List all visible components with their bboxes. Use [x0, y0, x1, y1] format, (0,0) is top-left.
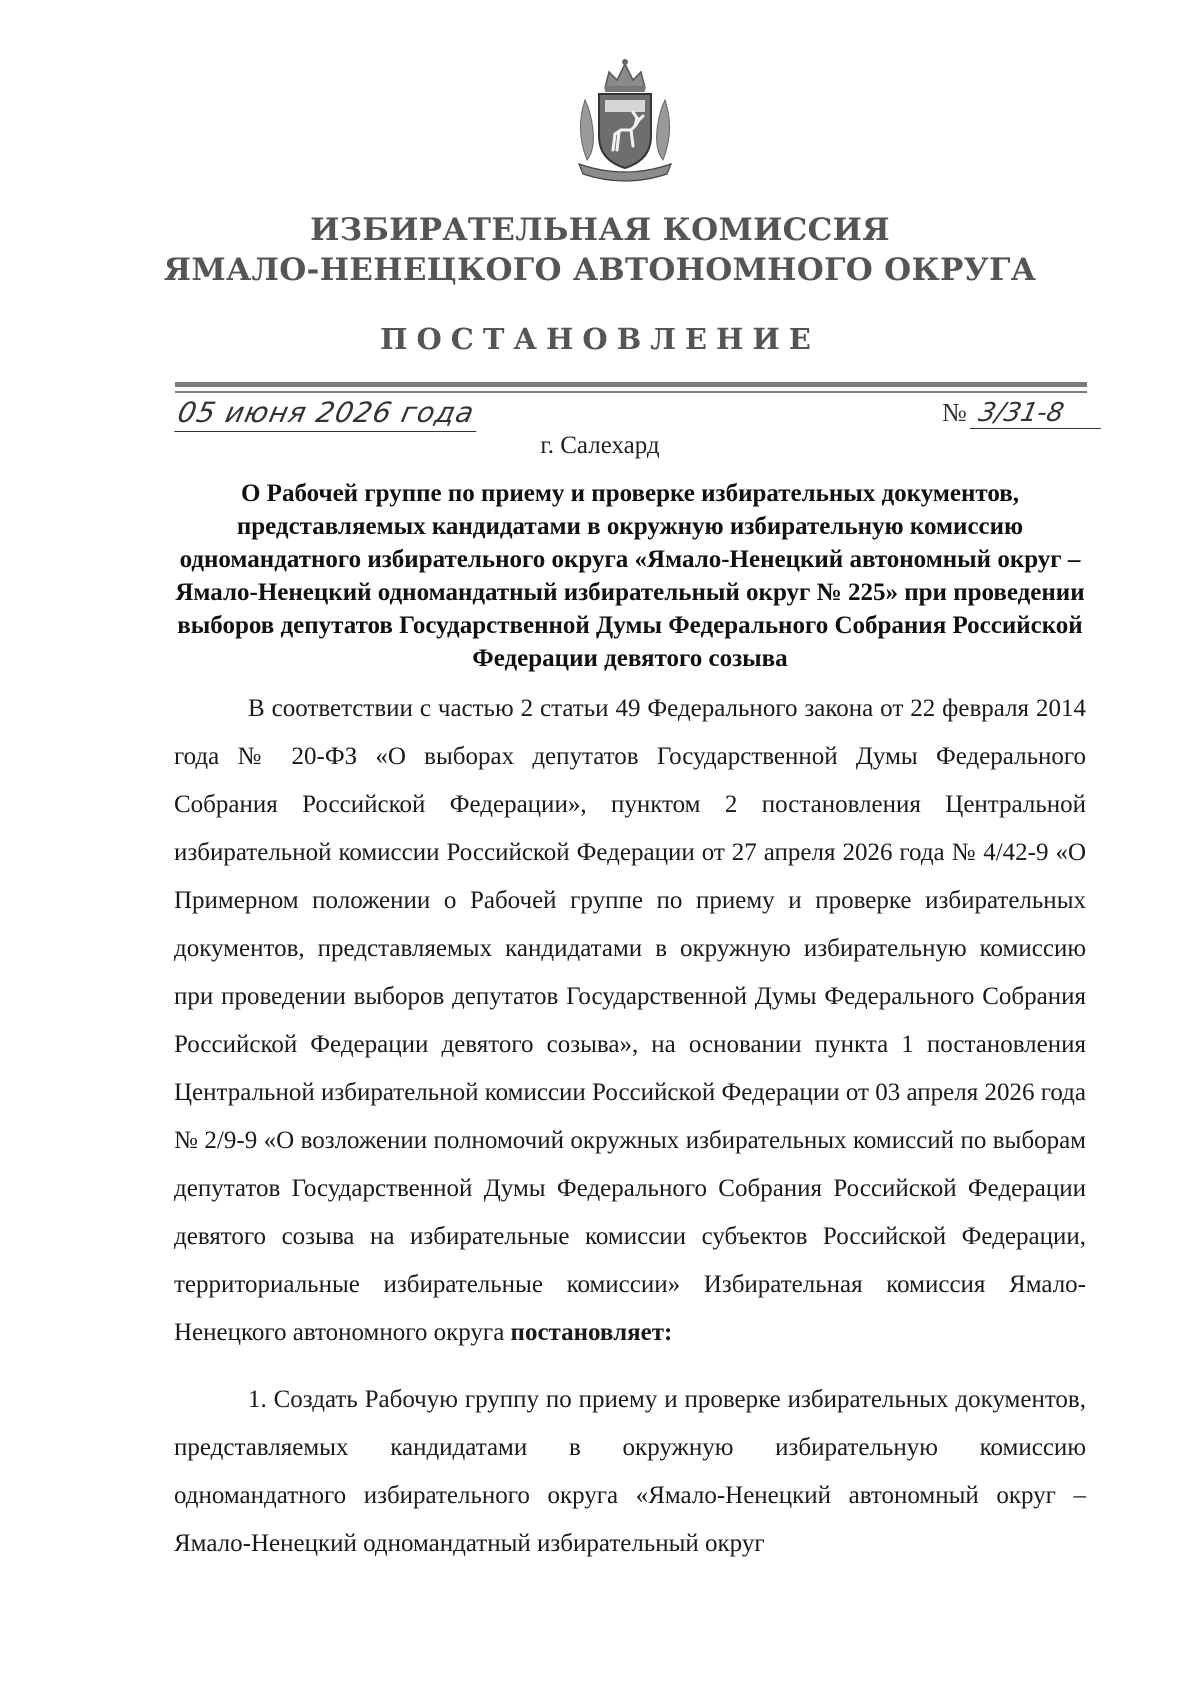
- coat-of-arms-icon: [565, 50, 685, 185]
- document-number: [942, 398, 1104, 429]
- preamble-text: В соответствии с частью 2 статьи 49 Федерального закона от 22 февраля 2014 года № 20-ФЗ «О выборах депутатов Государственной Думы Федерального Собрания Российской Федерации», пунктом 2 постановления Центральной избирательной комиссии Российской Федерации от 27 апреля 2026 года № 4/42-9 «О Примерном положении о Рабочей группе по приему и проверке избирательных документов, представляемых кандидатами в окружную избирательную комиссию при проведении выборов депутатов Государственной Думы Федерального Собрания Российской Федерации девятого созыва», на основании пункта 1 постановления Центральной избирательной комиссии Российской Федерации от 03 апреля 2026 года № 2/9-9 «О возложении полномочий окружных избирательных комиссий по выборам депутатов Государственной Думы Федерального Собрания Российской Федерации девятого созыва на избирательные комиссии субъектов Российской Федерации, территориальные избирательные комиссии» Избирательная комиссия Ямало-Ненецкого автономного округа: [174, 695, 1086, 1346]
- preamble-bold: постановляет: [510, 1319, 665, 1346]
- document-title: О Рабочей группе по приему и проверке избирательных документов, представляемых кандидатами в окружную избирательную комиссию одномандатного избирательного округа «Ямало-Ненецкий автономный округ – Ямало-Ненецкий одномандатный избирательный округ № 225» при проведении выборов депутатов Государственной Думы Федерального Собрания Российской Федерации девятого созыва: [175, 480, 1085, 672]
- header-divider-thick: [175, 382, 1087, 387]
- document-type: ПОСТАНОВЛЕНИЕ: [380, 322, 820, 356]
- preamble-paragraph: [174, 685, 1086, 1357]
- city: г. Салехард: [540, 432, 660, 459]
- number-prefix: №: [942, 398, 967, 427]
- handwritten-number: 3/31-8: [970, 398, 1108, 429]
- organization-name-line1: ИЗБИРАТЕЛЬНАЯ КОМИССИЯ: [310, 212, 890, 248]
- preamble-colon: :: [664, 1319, 673, 1346]
- handwritten-date: 05 июня 2026 года: [174, 396, 484, 432]
- item-1-text: 1. Создать Рабочую группу по приему и проверке избирательных документов, представляемых кандидатами в окружную избирательную комиссию одномандатного избирательного округа «Ямало-Ненецкий автономный округ – Ямало-Ненецкий одномандатный избирательный округ: [174, 1386, 1086, 1557]
- header-divider-thin: [175, 391, 1087, 393]
- organization-name-line2: ЯМАЛО-НЕНЕЦКОГО АВТОНОМНОГО ОКРУГА: [163, 252, 1037, 288]
- item-1-paragraph: [174, 1376, 1086, 1568]
